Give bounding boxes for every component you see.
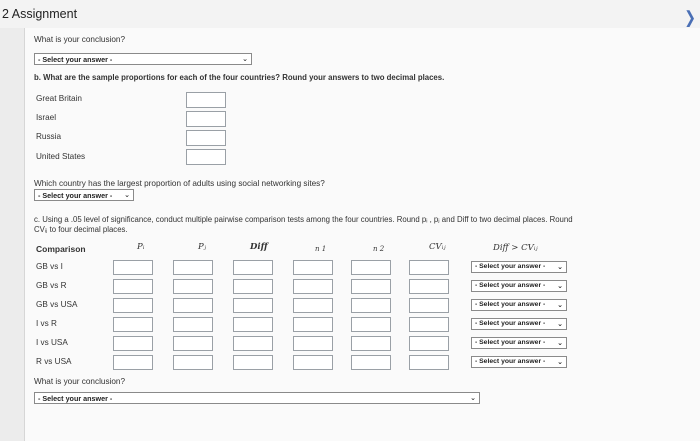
pi-input[interactable]: [113, 298, 153, 313]
cv-input[interactable]: [409, 298, 449, 313]
proportion-input-russia[interactable]: [186, 130, 226, 146]
chevron-down-icon: ⌄: [557, 302, 563, 309]
comparison-row-label: GB vs I: [36, 262, 63, 271]
proportion-input-gb[interactable]: [186, 92, 226, 108]
pi-input[interactable]: [113, 355, 153, 370]
conclusion-select-2-value: - Select your answer -: [38, 394, 113, 403]
pj-input[interactable]: [173, 336, 213, 351]
diff-gt-cv-select[interactable]: [471, 280, 567, 292]
n2-input[interactable]: [351, 279, 391, 294]
chevron-down-icon: ⌄: [470, 395, 476, 402]
conclusion-select-2[interactable]: [34, 392, 480, 404]
diff-gt-cv-select-value: - Select your answer -: [475, 339, 546, 346]
diff-input[interactable]: [233, 317, 273, 332]
header-diff: Diff: [250, 242, 268, 252]
diff-input[interactable]: [233, 336, 273, 351]
part-b-prompt: b. What are the sample proportions for each of the four countries? Round your answers to two decimal places.: [34, 73, 445, 82]
largest-proportion-label: Which country has the largest proportion of adults using social networking sites?: [34, 179, 325, 188]
header-n2: n 2: [373, 245, 385, 253]
diff-input[interactable]: [233, 260, 273, 275]
question-panel: [24, 28, 700, 441]
largest-proportion-select-value: - Select your answer -: [38, 191, 113, 200]
comparison-row-label: I vs USA: [36, 338, 68, 347]
n1-input[interactable]: [293, 298, 333, 313]
proportion-input-us[interactable]: [186, 149, 226, 165]
comparison-row-label: GB vs R: [36, 281, 67, 290]
assignment-header: [0, 0, 700, 28]
country-label-israel: Israel: [36, 113, 57, 122]
n2-input[interactable]: [351, 336, 391, 351]
pj-input[interactable]: [173, 355, 213, 370]
proportion-input-israel[interactable]: [186, 111, 226, 127]
diff-gt-cv-select-value: - Select your answer -: [475, 263, 546, 270]
pi-input[interactable]: [113, 260, 153, 275]
cv-input[interactable]: [409, 260, 449, 275]
chevron-right-icon[interactable]: ❯: [684, 7, 696, 27]
header-diff-gt-cv: Diff > CVᵢⱼ: [493, 243, 538, 253]
chevron-down-icon: ⌄: [557, 321, 563, 328]
comparison-row-label: I vs R: [36, 319, 57, 328]
header-cv: CVᵢⱼ: [429, 242, 446, 252]
chevron-down-icon: ⌄: [557, 359, 563, 366]
n1-input[interactable]: [293, 260, 333, 275]
cv-input[interactable]: [409, 355, 449, 370]
part-c-prompt-line2: CVᵢⱼ to four decimal places.: [34, 225, 128, 234]
largest-proportion-select[interactable]: [34, 189, 134, 201]
n1-input[interactable]: [293, 355, 333, 370]
chevron-down-icon: ⌄: [124, 192, 130, 199]
diff-gt-cv-select[interactable]: [471, 299, 567, 311]
diff-gt-cv-select-value: - Select your answer -: [475, 301, 546, 308]
pj-input[interactable]: [173, 279, 213, 294]
pj-input[interactable]: [173, 260, 213, 275]
header-n1: n 1: [315, 245, 327, 253]
pj-input[interactable]: [173, 317, 213, 332]
diff-gt-cv-select-value: - Select your answer -: [475, 320, 546, 327]
pi-input[interactable]: [113, 317, 153, 332]
n1-input[interactable]: [293, 336, 333, 351]
chevron-down-icon: ⌄: [557, 264, 563, 271]
diff-input[interactable]: [233, 298, 273, 313]
header-pi: Pᵢ: [137, 242, 145, 252]
n2-input[interactable]: [351, 317, 391, 332]
header-pj: Pⱼ: [198, 242, 206, 252]
comparison-row-label: R vs USA: [36, 357, 72, 366]
part-c-prompt-line1: c. Using a .05 level of significance, conduct multiple pairwise comparison tests among the four countries. Round pᵢ , pⱼ and Diff to two decimal places. Round: [34, 215, 573, 224]
diff-gt-cv-select-value: - Select your answer -: [475, 358, 546, 365]
diff-gt-cv-select[interactable]: [471, 261, 567, 273]
n1-input[interactable]: [293, 279, 333, 294]
country-label-russia: Russia: [36, 132, 62, 141]
chevron-down-icon: ⌄: [557, 283, 563, 290]
diff-gt-cv-select[interactable]: [471, 337, 567, 349]
cv-input[interactable]: [409, 336, 449, 351]
conclusion-select-1-value: - Select your answer -: [38, 55, 113, 64]
diff-input[interactable]: [233, 355, 273, 370]
diff-gt-cv-select[interactable]: [471, 356, 567, 368]
assignment-title: 2 Assignment: [2, 7, 78, 21]
header-comparison: Comparison: [36, 244, 86, 254]
country-label-gb: Great Britain: [36, 94, 82, 103]
country-label-us: United States: [36, 152, 86, 161]
diff-gt-cv-select[interactable]: [471, 318, 567, 330]
comparison-row-label: GB vs USA: [36, 300, 78, 309]
conclusion-label-1: What is your conclusion?: [34, 35, 126, 44]
pj-input[interactable]: [173, 298, 213, 313]
pi-input[interactable]: [113, 279, 153, 294]
chevron-down-icon: ⌄: [242, 56, 248, 63]
diff-input[interactable]: [233, 279, 273, 294]
diff-gt-cv-select-value: - Select your answer -: [475, 282, 546, 289]
cv-input[interactable]: [409, 279, 449, 294]
cv-input[interactable]: [409, 317, 449, 332]
n2-input[interactable]: [351, 355, 391, 370]
n2-input[interactable]: [351, 260, 391, 275]
conclusion-label-2: What is your conclusion?: [34, 377, 126, 386]
pi-input[interactable]: [113, 336, 153, 351]
chevron-down-icon: ⌄: [557, 340, 563, 347]
n1-input[interactable]: [293, 317, 333, 332]
conclusion-select-1[interactable]: [34, 53, 252, 65]
n2-input[interactable]: [351, 298, 391, 313]
